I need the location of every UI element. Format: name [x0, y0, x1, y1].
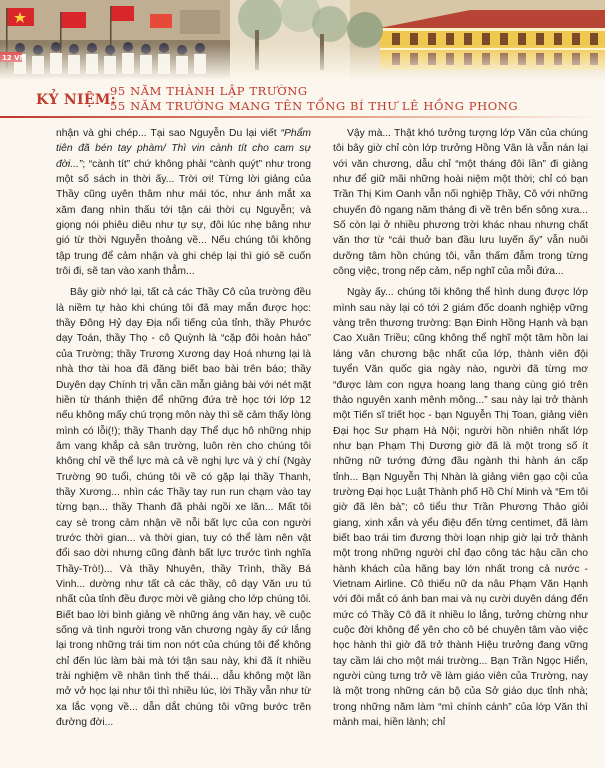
left-column	[56, 126, 311, 766]
paragraph: Vậy mà... Thật khó tưởng tượng lớp Văn của chúng tôi bây giờ chỉ còn lớp trưởng Hồng Vân là vẫn nán lại với văn chương, dẫu chỉ “một tháng đôi lần” đi giảng như để giữ mãi những hoài niệm một thời; chỉ có bạn Trần Thị Kim Oanh vẫn nối nghiệp Thầy, Cô với những chuyến đò ngang năm tháng đi về trên bến sông xưa... Số còn lại ở nhiều phương trời khác nhau nhưng chất văn thơ từ “cái thuở ban đầu lưu luyến ấy” vẫn nuôi dưỡng tâm hồn chúng tôi, vẫn thấm đẫm trong từng công việc, trong nếp cảm, nếp nghĩ của mỗi đứa...	[333, 128, 588, 278]
paragraph-text: ; “cành tít” chứ không phải “cành quýt” như trong một số sách in thời ấy... Trời ơi! Từng lời giảng của Thầy cũng uyên thâm như mái tóc, như ánh mắt xa xăm đang nhìn thấu tới tận cái thời cụ Nguyễn; và giọng nói phiêu diêu như tự sự, đôi lúc nhẹ bâng như gió từ thời Nguyễn thoảng về... Nếu chúng tôi không tập trung để cảm nhận và ghi chép lại thì gió sẽ cuốn trôi đi, sẽ tan vào xanh thẳm...	[56, 158, 311, 278]
section-heading	[0, 80, 605, 120]
heading-kicker: KỶ NIỆM:	[36, 92, 117, 108]
heading-line-1: 95 NĂM THÀNH LẬP TRƯỜNG	[110, 84, 308, 98]
heading-underline	[0, 116, 605, 118]
paragraph: Ngày ấy... chúng tôi không thể hình dung được lớp mình sau này lại có tới 2 giám đốc doanh nghiệp vững vàng trên thương trường: Bạn Đinh Hồng Hạnh và bạn Cao Xuân Triều; cũng không thể nghĩ một tâm hồn lai láng văn chương bậc nhất của lớp, thành viên đội tuyển Văn quốc gia ngày nào, người đã từng mơ “được làm con ngựa hoang lang thang cùng gió trên thảo nguyên xanh mênh mông...” sau này lại trở thành một Tiến sĩ triết học - bạn Nguyễn Thị Toan, giảng viên Đại học Sư phạm Hà Nội; người hồn nhiên nhất lớp như bạn Phạm Thị Dương giờ đã là một trong số ít những nữ tướng đứng đầu ngành thi hành án cấp tỉnh... Bạn Nguyễn Thị Nhàn là giảng viên gạo cội của trường Đại học Luật Thành phố Hồ Chí Minh và “Em tôi giờ đã lên bà”; cô tiểu thư Trần Phương Thảo giỏi giang, xinh xắn và yểu điệu đến từng centimet, đã làm biết bao trái tim đương thời loạn nhịp giờ lại trở thành một trong những người chỉ đạo công tác hậu cần cho hành khách của hãng bay lớn nhất trong cả nước - Vietnam Airline. Cô thiếu nữ da nâu Phạm Văn Hạnh với đôi mắt có ánh ban mai và nụ cười duyên dáng đến mức có Thầy Cô đã ít nhiều lo lắng, tưởng chừng như cuộc đời không để yên cho cô bé chuyên tâm vào việc học hành thì giờ đã trở thành Hiệu trưởng đang vững tay cầm lái cho một mái trường... Bạn Trần Ngọc Hiển, người cùng tưng trở về làm giáo viên của Trường, nay là một trong những cán bộ của Sở giáo dục tỉnh nhà; trong những năm làm “mì chính cánh” của lớp Văn thì mảnh mai, hiền lành; chỉ	[333, 287, 588, 729]
paragraph-text: nhận và ghi chép... Tại sao Nguyễn Du lại viết	[56, 128, 281, 139]
school-photo-illustration	[0, 0, 605, 80]
right-column	[333, 126, 588, 766]
heading-line-2: 55 NĂM TRƯỜNG MANG TÊN TỔNG BÍ THƯ LÊ HỒNG PHONG	[110, 99, 519, 113]
header-banner-photo	[0, 0, 605, 80]
poem-quote: “Phẩm tiên đã bén tay phàm/ Thì vin cành tít cho cam sự đời...”	[56, 128, 311, 170]
paragraph	[56, 126, 311, 279]
article-body	[56, 126, 588, 766]
paragraph: Bây giờ nhớ lại, tất cả các Thầy Cô của trường đều là niềm tự hào khi chúng tôi đã may mắn được học: thầy Đông Hỷ dạy Địa nổi tiếng của tỉnh, thầy Phước dạy Toán, thầy Thọ - cô Quỳnh là “cặp đôi hoàn hảo” của Trường; thầy Trương Xương dạy Hoá nhưng lại là nhà thơ tài hoa đã đăng biết bao bài trên báo; thầy Duyên dạy Chính trị vẫn cần mẫn giảng bài với nét mặt hiền từ thánh thiện để những đứa trẻ học tới lớp 12 nếu không mấy chú trọng môn này thì sẽ cảm thấy lòng mình có lỗi(!); thầy Thanh dạy Thể dục hô những nhịp âm vang khắp cả sân trường, luôn rèn cho chúng tôi không chỉ về thể lực mà cả về nghị lực và ý chí (Ngày Trường 90 tuổi, chúng tôi về có gặp lại thầy Thanh, thầy Xương... nhìn các Thầy tay run run chạm vào tay từng bạn... thầy Thanh đã phải ngồi xe lăn... Mất tôi cay sè trong cảm nhận về nỗi bất lực của con người trước thời gian... và thời gian, tuy có thể làm nên vật đổi sao dời nhưng cũng đành bất lực trước tình nghĩa Thầy-Trò!)... Và thầy Nhuyên, thầy Trình, thầy Bá Vinh... dường như tất cả các thầy, cô dạy Văn ưu tú nhất của tỉnh đều được mời về giảng cho lớp chúng tôi. Biết bao lời bình giảng về những áng văn hay, về cuộc sống và tình người trong văn chương ngày ấy cứ lắng lại trong những trái tim non nớt của chúng tôi để không chỉ đến lúc làm bài mà tới tận sau này, khi đã ít nhiều trải nghiệm về nhân tình thế thái... dẫu không một lần mở vở học lại như tôi thì nhiều lúc, lời Thầy vẫn như từ xa lắc vọng về... dẫn dắt chúng tôi vững bước trên đường đời...	[56, 287, 311, 729]
